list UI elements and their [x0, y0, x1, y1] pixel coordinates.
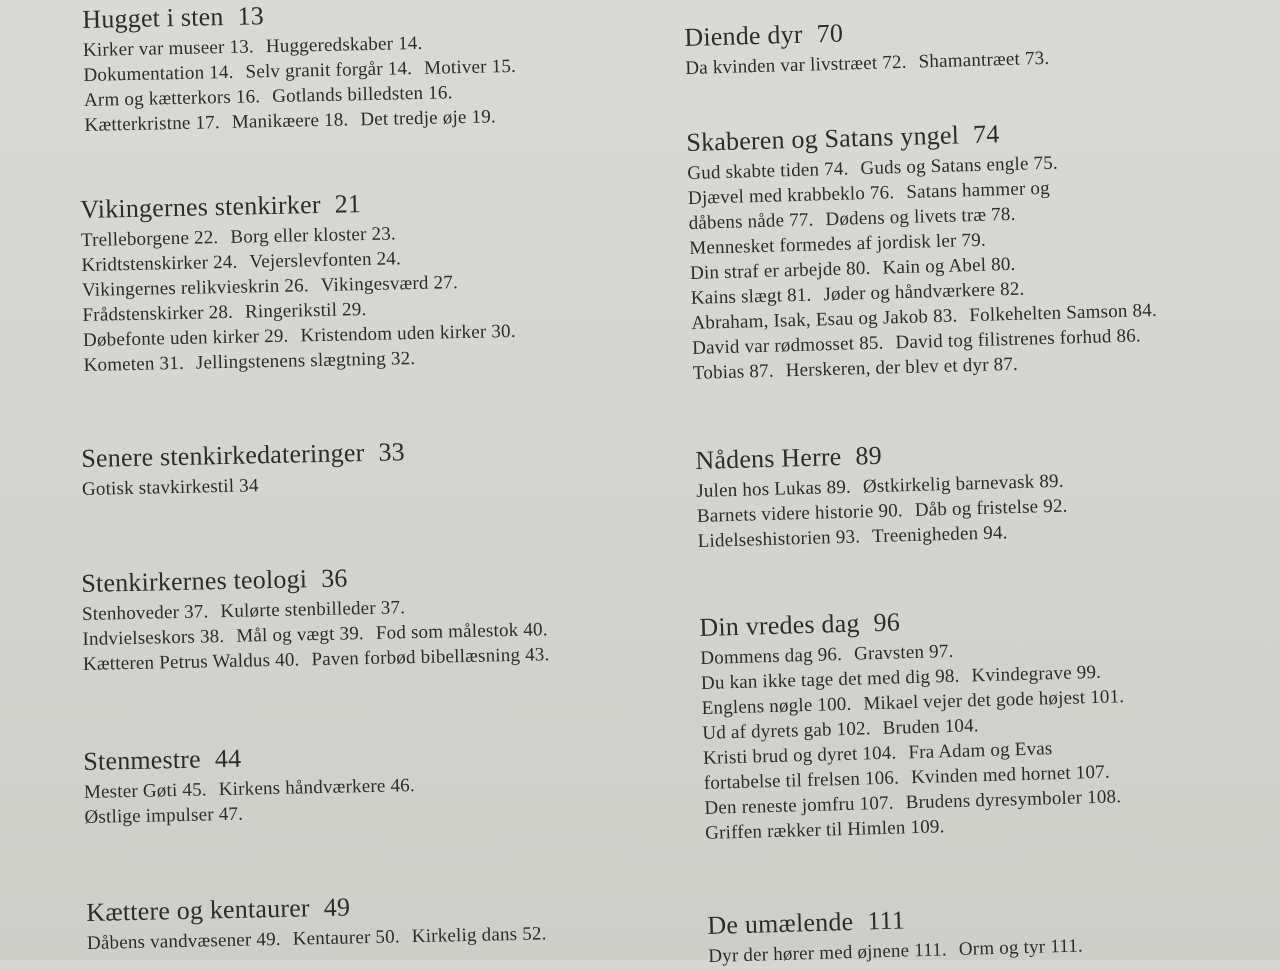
subtopic-entry: Jøder og håndværkere 82.: [823, 278, 1025, 306]
subtopic-entry: Mikael vejer det gode højest 101.: [863, 686, 1125, 715]
toc-section-stenmestre: [83, 734, 655, 830]
subtopic-entry: David var rødmosset 85.: [691, 332, 884, 359]
chapter-page-number: 44: [214, 743, 242, 774]
subtopic-entry: fortabelse til frelsen 106.: [703, 767, 900, 794]
toc-section-hugget-i-sten: [82, 0, 655, 138]
subtopic-entry: Ud af dyrets gab 102.: [702, 718, 871, 744]
subtopic-list: [84, 768, 655, 830]
subtopic-entry: Kirker var museer 13.: [82, 36, 255, 61]
subtopic-entry: Den reneste jomfru 107.: [704, 792, 894, 819]
subtopic-entry: Fra Adam og Evas: [908, 738, 1053, 764]
toc-section-diende-dyr: [684, 6, 1265, 81]
chapter-page-number: 21: [334, 189, 362, 219]
subtopic-entry: Jellingstenens slægtning 32.: [195, 348, 416, 374]
subtopic-entry: Orm og tyr 111.: [958, 935, 1084, 960]
subtopic-entry: Da kvinden var livstræet 72.: [685, 51, 907, 79]
subtopic-entry: Bruden 104.: [882, 715, 980, 739]
subtopic-entry: Folkehelten Samson 84.: [969, 299, 1158, 327]
subtopic-entry: Gravsten 97.: [853, 640, 954, 665]
chapter-title: Hugget i sten: [82, 2, 224, 34]
subtopic-entry: Kentaurer 50.: [292, 926, 401, 950]
chapter-title: Stenkirkernes teologi: [81, 564, 308, 598]
subtopic-entry: Barnets videre historie 90.: [696, 500, 904, 527]
subtopic-entry: Ringerikstil 29.: [244, 299, 367, 323]
subtopic-entry: Satans hammer og: [905, 177, 1051, 203]
subtopic-entry: Dyr der hører med øjnene 111.: [708, 939, 948, 967]
chapter-page-number: 13: [237, 1, 265, 31]
subtopic-entry: Gotlands billedsten 16.: [272, 82, 453, 108]
subtopic-entry: Kvinden med hornet 107.: [910, 761, 1111, 789]
chapter-title: Nådens Herre: [695, 441, 842, 475]
chapter-title: Vikingernes stenkirker: [80, 189, 321, 224]
subtopic-entry: Shamantræet 73.: [918, 47, 1050, 73]
subtopic-entry: Vikingernes relikvieskrin 26.: [81, 275, 310, 301]
subtopic-entry: Kætteren Petrus Waldus 40.: [82, 649, 300, 675]
subtopic-entry: Din straf er arbejde 80.: [689, 257, 871, 284]
subtopic-entry: Mål og vægt 39.: [236, 623, 365, 647]
subtopic-entry: Manikæere 18.: [231, 109, 349, 133]
toc-section-vikingernes-stenkirker: [80, 182, 654, 378]
subtopic-entry: Vikingesværd 27.: [320, 272, 459, 296]
subtopic-entry: Kulørte stenbilleder 37.: [220, 597, 406, 623]
subtopic-entry: Julen hos Lukas 89.: [696, 476, 852, 502]
chapter-page-number: 36: [320, 563, 348, 593]
chapter-title: De umælende: [707, 906, 854, 940]
subtopic-entry: Kirkelig dans 52.: [411, 923, 547, 948]
chapter-title: Senere stenkirkedateringer: [81, 438, 365, 473]
subtopic-list: [700, 630, 1280, 846]
subtopic-list: [83, 26, 655, 138]
subtopic-entry: Treenigheden 94.: [871, 522, 1008, 548]
subtopic-list: [82, 590, 653, 677]
chapter-page-number: 74: [972, 119, 1000, 149]
subtopic-entry: Kristendom uden kirker 30.: [300, 320, 516, 347]
subtopic-entry: Kætterkristne 17.: [84, 112, 221, 136]
subtopic-entry: Stenhoveder 37.: [81, 601, 209, 625]
chapter-page-number: 33: [378, 437, 406, 467]
subtopic-entry: Kridtstenskirker 24.: [81, 251, 238, 276]
toc-section-senere-stenkirkedateringer: [81, 431, 652, 502]
subtopic-entry: Kirkens håndværkere 46.: [218, 775, 416, 801]
subtopic-entry: Kain og Abel 80.: [882, 253, 1016, 279]
subtopic-entry: Motiver 15.: [423, 55, 517, 79]
subtopic-entry: Dåb og fristelse 92.: [914, 495, 1068, 521]
toc-section-skaberen-og-satans-yngel: [686, 111, 1273, 386]
subtopic-entry: Mester Gøti 45.: [83, 779, 207, 803]
subtopic-entry: Kristi brud og dyret 104.: [702, 742, 897, 769]
chapter-page-number: 89: [855, 440, 883, 471]
subtopic-entry: Du kan ikke tage det med dig 98.: [700, 665, 960, 694]
subtopic-entry: Kometen 31.: [83, 352, 185, 376]
subtopic-entry: Østkirkelig barnevask 89.: [862, 470, 1064, 498]
subtopic-entry: Borg eller kloster 23.: [230, 223, 397, 248]
subtopic-entry: Kains slægt 81.: [690, 284, 812, 309]
subtopic-entry: Paven forbød bibellæsning 43.: [311, 644, 550, 671]
subtopic-entry: Guds og Satans engle 75.: [860, 152, 1059, 180]
chapter-page-number: 49: [323, 892, 351, 923]
subtopic-entry: Englens nøgle 100.: [701, 693, 852, 719]
subtopic-entry: Østlige impulser 47.: [84, 803, 244, 828]
chapter-title: Kættere og kentaurer: [86, 893, 311, 927]
chapter-title: Diende dyr: [684, 19, 804, 52]
subtopic-entry: Griffen rækker til Himlen 109.: [704, 816, 945, 844]
subtopic-entry: Huggeredskaber 14.: [265, 32, 423, 58]
subtopic-entry: Trelleborgene 22.: [80, 227, 219, 251]
subtopic-entry: Arm og kætterkors 16.: [83, 86, 261, 111]
subtopic-list: [81, 216, 654, 378]
subtopic-entry: David tog filistrenes forhud 86.: [895, 325, 1142, 354]
chapter-page-number: 111: [866, 905, 906, 936]
subtopic-entry: dåbens nåde 77.: [688, 209, 814, 234]
subtopic-entry: Mennesket formedes af jordisk ler 79.: [689, 229, 987, 259]
subtopic-entry: Kvindegrave 99.: [971, 661, 1102, 687]
subtopic-entry: Djævel med krabbeklo 76.: [687, 182, 895, 209]
chapter-title: Skaberen og Satans yngel: [686, 120, 960, 157]
subtopic-entry: Dokumentation 14.: [83, 61, 234, 86]
toc-section-din-vredes-dag: [699, 596, 1280, 846]
chapter-page-number: 70: [816, 18, 844, 49]
subtopic-entry: Selv granit forgår 14.: [245, 58, 413, 83]
toc-section-kaettere-og-kentaurer: [86, 885, 657, 956]
subtopic-entry: Døbefonte uden kirker 29.: [82, 325, 289, 351]
subtopic-entry: Gotisk stavkirkestil 34: [81, 475, 259, 500]
subtopic-entry: Gud skabte tiden 74.: [687, 158, 849, 184]
subtopic-entry: Dommens dag 96.: [700, 644, 843, 669]
subtopic-entry: Vejerslevfonten 24.: [249, 248, 402, 273]
subtopic-entry: Frådstenskirker 28.: [82, 301, 234, 326]
subtopic-entry: Lidelseshistorien 93.: [697, 526, 861, 552]
subtopic-entry: Fod som målestok 40.: [375, 619, 548, 644]
subtopic-list: [696, 463, 1278, 554]
subtopic-entry: Brudens dyresymboler 108.: [905, 786, 1122, 814]
chapter-title: Stenmestre: [83, 744, 202, 776]
subtopic-entry: Herskeren, der blev et dyr 87.: [785, 353, 1019, 382]
toc-section-stenkirkernes-teologi: [81, 556, 653, 677]
subtopic-entry: Dåbens vandvæsener 49.: [86, 928, 281, 954]
subtopic-list: [687, 145, 1273, 386]
subtopic-entry: Dødens og livets træ 78.: [825, 203, 1016, 231]
chapter-page-number: 96: [873, 607, 901, 638]
subtopic-entry: Tobias 87.: [692, 360, 775, 384]
subtopic-entry: Indvielseskors 38.: [82, 626, 225, 650]
toc-section-de-umaelende: [707, 894, 1280, 969]
subtopic-entry: Det tredje øje 19.: [360, 106, 497, 131]
toc-section-nadens-herre: [695, 429, 1278, 554]
chapter-title: Din vredes dag: [699, 608, 860, 642]
subtopic-entry: Abraham, Isak, Esau og Jakob 83.: [691, 305, 958, 334]
